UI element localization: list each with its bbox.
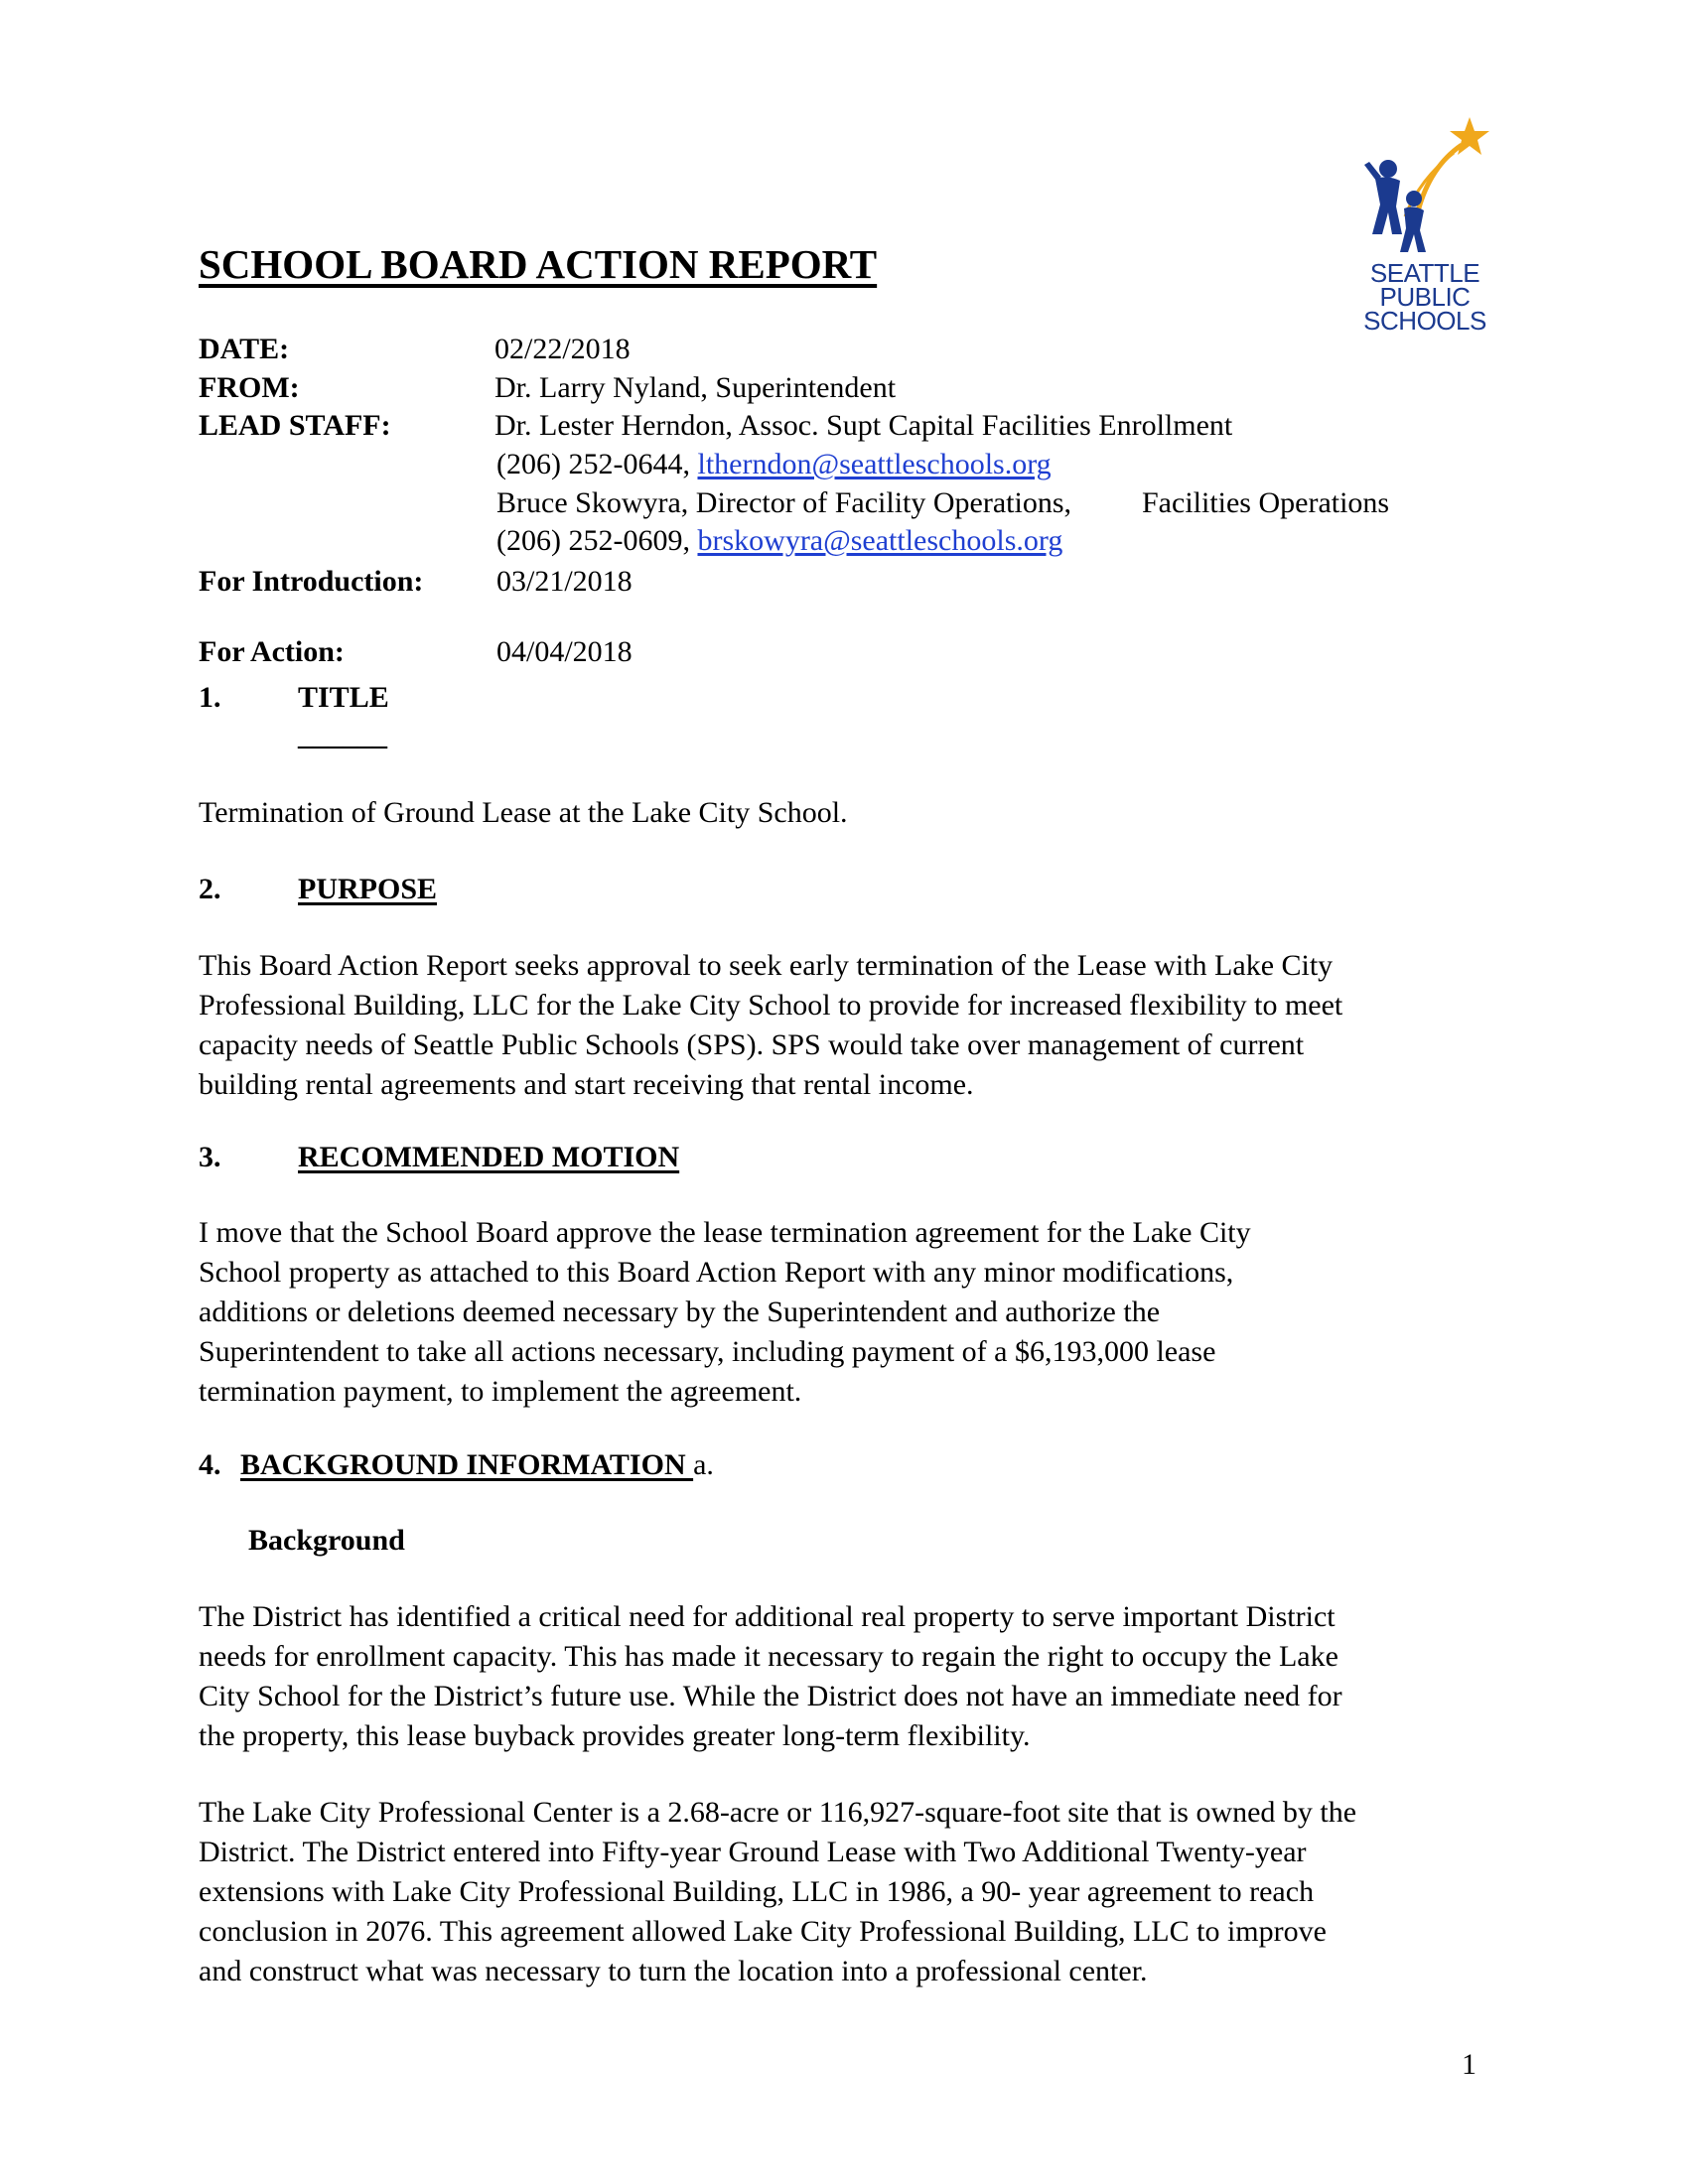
date-value: 02/22/2018 (494, 333, 631, 365)
background-p1-line: The District has identified a critical need for additional real property to serve important District (199, 1600, 1336, 1633)
background-paragraph-1 (199, 1597, 1342, 1756)
section-1-body: Termination of Ground Lease at the Lake City School. (199, 796, 848, 829)
star-children-logo-icon (1350, 117, 1499, 256)
logo-text (1350, 258, 1499, 336)
logo-line-schools: SCHOOLS (1363, 306, 1486, 336)
lead-staff-1-phone: (206) 252-0644, (496, 448, 690, 480)
section-3-line: I move that the School Board approve the lease termination agreement for the Lake City (199, 1216, 1251, 1249)
page-title: SCHOOL BOARD ACTION REPORT (199, 241, 878, 287)
lead-staff-2-email-link[interactable]: brskowyra@seattleschools.org (697, 524, 1063, 557)
lead-staff-1-contact (496, 445, 1052, 484)
section-2-body (199, 946, 1342, 1105)
section-3-body (199, 1213, 1251, 1412)
background-p2-line: The Lake City Professional Center is a 2.68-acre or 116,927-square-foot site that is owned by the (199, 1796, 1357, 1829)
background-subheading: Background (248, 1524, 405, 1557)
section-2-number: 2. (199, 873, 221, 905)
section-2-line: This Board Action Report seeks approval to seek early termination of the Lease with Lake City (199, 949, 1334, 982)
section-3-line: School property as attached to this Board Action Report with any minor modifications, (199, 1256, 1234, 1289)
from-value: Dr. Larry Nyland, Superintendent (494, 371, 897, 404)
section-4-suffix: a. (693, 1448, 714, 1481)
background-p1-line: the property, this lease buyback provides greater long-term flexibility. (199, 1719, 1031, 1752)
logo-line-seattle: SEATTLE (1369, 258, 1480, 288)
background-paragraph-2 (199, 1793, 1356, 1991)
section-2-line: Professional Building, LLC for the Lake City School to provide for increased flexibility to meet (199, 989, 1343, 1022)
section-2-line: building rental agreements and start receiving that rental income. (199, 1068, 974, 1101)
section-3-line: Superintendent to take all actions necessary, including payment of a $6,193,000 lease (199, 1335, 1216, 1368)
introduction-date: 03/21/2018 (496, 565, 633, 598)
section-1-underline: ______ (298, 719, 387, 751)
seattle-public-schools-logo (1350, 117, 1499, 336)
date-label: DATE: (199, 333, 290, 365)
lead-staff-1-name: Dr. Lester Herndon, Assoc. Supt Capital Facilities Enrollment (494, 409, 1233, 442)
section-3-line: additions or deletions deemed necessary by the Superintendent and authorize the (199, 1296, 1161, 1328)
background-p2-line: District. The District entered into Fifty-year Ground Lease with Two Additional Twenty-year (199, 1836, 1307, 1868)
section-4-number: 4. (199, 1448, 221, 1481)
from-label: FROM: (199, 371, 300, 404)
background-p1-line: needs for enrollment capacity. This has made it necessary to regain the right to occupy the Lake (199, 1640, 1338, 1673)
section-2-heading: PURPOSE (298, 873, 438, 905)
lead-staff-2-contact (496, 521, 1062, 561)
action-label: For Action: (199, 635, 345, 668)
background-p1-line: City School for the District’s future use. While the District does not have an immediate need for (199, 1680, 1342, 1712)
action-date: 04/04/2018 (496, 635, 633, 668)
section-1-number: 1. (199, 681, 221, 714)
lead-staff-label: LEAD STAFF: (199, 409, 391, 442)
introduction-label: For Introduction: (199, 565, 424, 598)
section-3-number: 3. (199, 1141, 221, 1173)
section-2-line: capacity needs of Seattle Public Schools (SPS). SPS would take over management of current (199, 1028, 1305, 1061)
section-4-heading: BACKGROUND INFORMATION (240, 1448, 694, 1481)
section-1-heading: TITLE (298, 681, 389, 714)
lead-staff-2-phone: (206) 252-0609, (496, 524, 690, 557)
section-4-heading-row (199, 1445, 714, 1485)
page-number: 1 (1462, 2048, 1477, 2081)
background-p2-line: conclusion in 2076. This agreement allowed Lake City Professional Building, LLC to improve (199, 1915, 1327, 1948)
logo-line-public: PUBLIC (1379, 282, 1471, 312)
lead-staff-2-name: Bruce Skowyra, Director of Facility Operations, (496, 486, 1072, 519)
section-3-heading: RECOMMENDED MOTION (298, 1141, 680, 1173)
background-p2-line: and construct what was necessary to turn the location into a professional center. (199, 1955, 1148, 1987)
section-3-line: termination payment, to implement the agreement. (199, 1375, 802, 1408)
lead-staff-1-email-link[interactable]: ltherndon@seattleschools.org (697, 448, 1052, 480)
lead-staff-2-department: Facilities Operations (1142, 486, 1390, 519)
background-p2-line: extensions with Lake City Professional Building, LLC in 1986, a 90- year agreement to reach (199, 1875, 1315, 1908)
